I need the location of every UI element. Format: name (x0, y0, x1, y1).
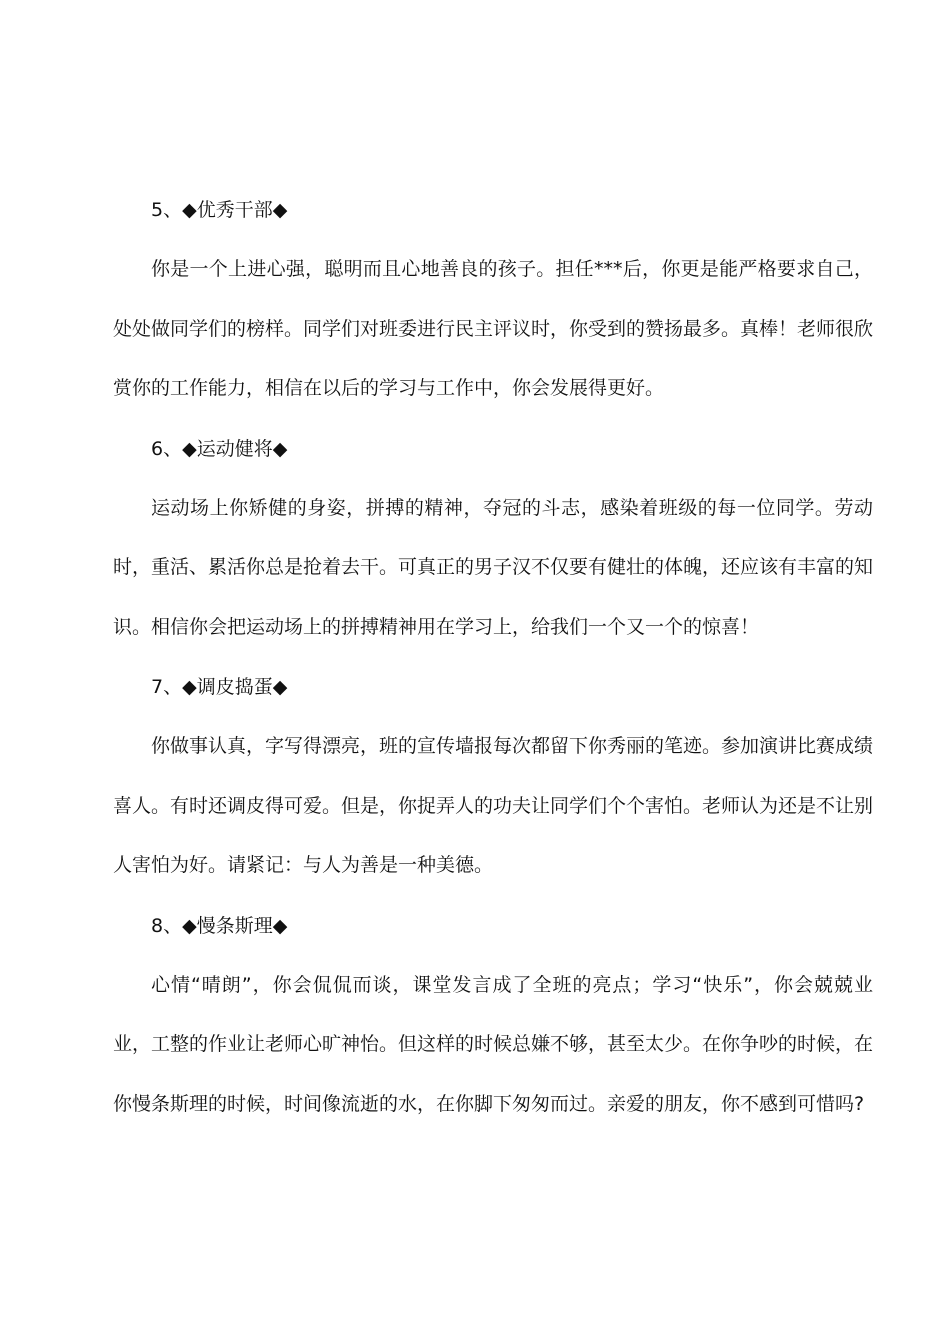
document-content (113, 180, 873, 1134)
comment-section-7 (113, 657, 873, 896)
comment-section-8 (113, 896, 873, 1135)
section-heading: 5、◆优秀干部◆ (151, 199, 288, 221)
comment-section-5 (113, 180, 873, 419)
section-paragraph: 运动场上你矫健的身姿，拼搏的精神，夺冠的斗志，感染着班级的每一位同学。劳动时，重活、累活你总是抢着去干。可真正的男子汉不仅要有健壮的体魄，还应该有丰富的知识。相信你会把运动场上的拼搏精神用在学习上，给我们一个又一个的惊喜！ (113, 496, 874, 638)
comment-section-6 (113, 419, 873, 658)
section-heading: 6、◆运动健将◆ (151, 437, 288, 460)
section-paragraph: 心情“晴朗”，你会侃侃而谈，课堂发言成了全班的亮点；学习“快乐”，你会兢兢业业，工整的作业让老师心旷神怡。但这样的时候总嫌不够，甚至太少。在你争吵的时候，在你慢条斯理的时候，时间像流逝的水，在你脚下匆匆而过。亲爱的朋友，你不感到可惜吗? (113, 973, 874, 1115)
section-paragraph: 你做事认真，字写得漂亮，班的宣传墙报每次都留下你秀丽的笔迹。参加演讲比赛成绩喜人。有时还调皮得可爱。但是，你捉弄人的功夫让同学们个个害怕。老师认为还是不让别人害怕为好。请紧记：与人为善是一种美德。 (113, 735, 874, 876)
section-heading: 7、◆调皮捣蛋◆ (151, 676, 288, 698)
section-heading: 8、◆慢条斯理◆ (151, 914, 288, 937)
section-paragraph: 你是一个上进心强，聪明而且心地善良的孩子。担任***后，你更是能严格要求自己，处处做同学们的榜样。同学们对班委进行民主评议时，你受到的赞扬最多。真棒！老师很欣赏你的工作能力，相信在以后的学习与工作中，你会发展得更好。 (113, 258, 874, 399)
